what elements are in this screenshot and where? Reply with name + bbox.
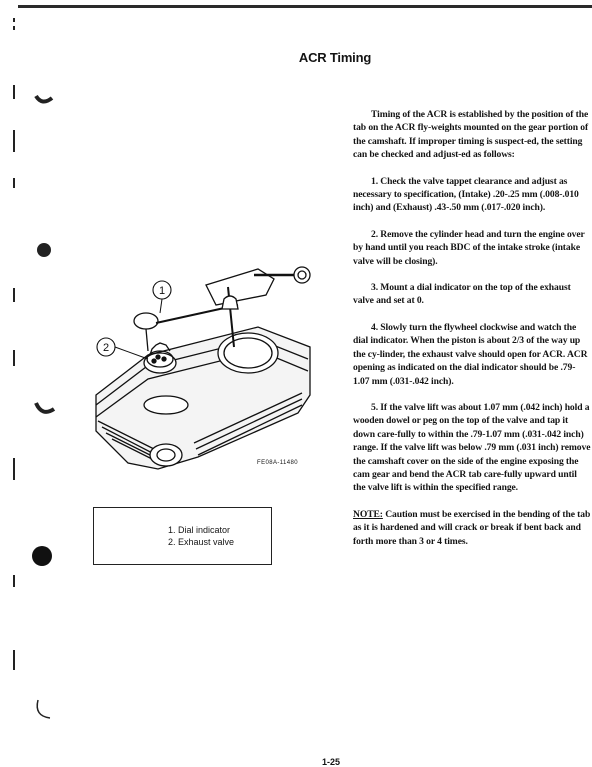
figure-id: FE08A-11480 [257,460,298,466]
top-border-line [18,5,592,8]
caution-note [353,508,591,548]
callout-1 [153,281,171,313]
note-label: NOTE: [353,508,383,520]
legend-item: 1. Dial indicator [168,525,231,535]
step-1: 1. Check the valve tappet clearance and adjust as necessary to specification, (Intake) .20-.25 mm (.008-.010 inch) and (Exhaust) .43-.50 mm (.017-.020 inch). [353,175,579,214]
step-2: 2. Remove the cylinder head and turn the engine over by hand until you reach BDC of the intake stroke (intake valve will be closing). [353,228,585,267]
dial-indicator-illustration [88,255,334,495]
callout-2 [97,338,148,359]
step-3: 3. Mount a dial indicator on the top of the exhaust valve and set at 0. [353,282,571,307]
step-5: 5. If the valve lift was about 1.07 mm (.042 inch) hold a wooden dowel or peg on the top of the valve and tap it down care-fully to within the .79-1.07 mm (.031-.042 inch) range. If the valve lift was below .79 mm (.031 inch) remove the camshaft cover on the side of the engine exposing the cam gear and bend the ACR tab care-fully upward until the valve lift is within the specified range. [353,401,591,494]
binder-edge-marks [0,0,60,765]
note-text: Caution must be exercised in the bending of the tab as it is hardened and will crack or break if bent back and forth more than 3 or 4 times. [353,508,591,547]
svg-text:2: 2 [102,342,110,354]
intro-paragraph: Timing of the ACR is established by the position of the tab on the ACR fly-weights mounted on the gear portion of the camshaft. If improper timing is suspect-ed, the setting can be checked and adjust-ed as follows: [353,109,589,161]
procedure-text [353,108,591,561]
svg-text:1: 1 [158,285,166,297]
legend-item: 2. Exhaust valve [168,537,235,547]
figure-legend [93,507,272,565]
page-number: 1-25 [322,757,341,767]
step-4: 4. Slowly turn the flywheel clockwise and watch the dial indicator. When the piston is about 2/3 of the way up the cy-linder, the exhaust valve should open for ACR. ACR opening as indicated on the dial indicator should be .79-1.07 mm (.031-.042 inch). [353,321,588,387]
page-title: ACR Timing [298,50,372,65]
